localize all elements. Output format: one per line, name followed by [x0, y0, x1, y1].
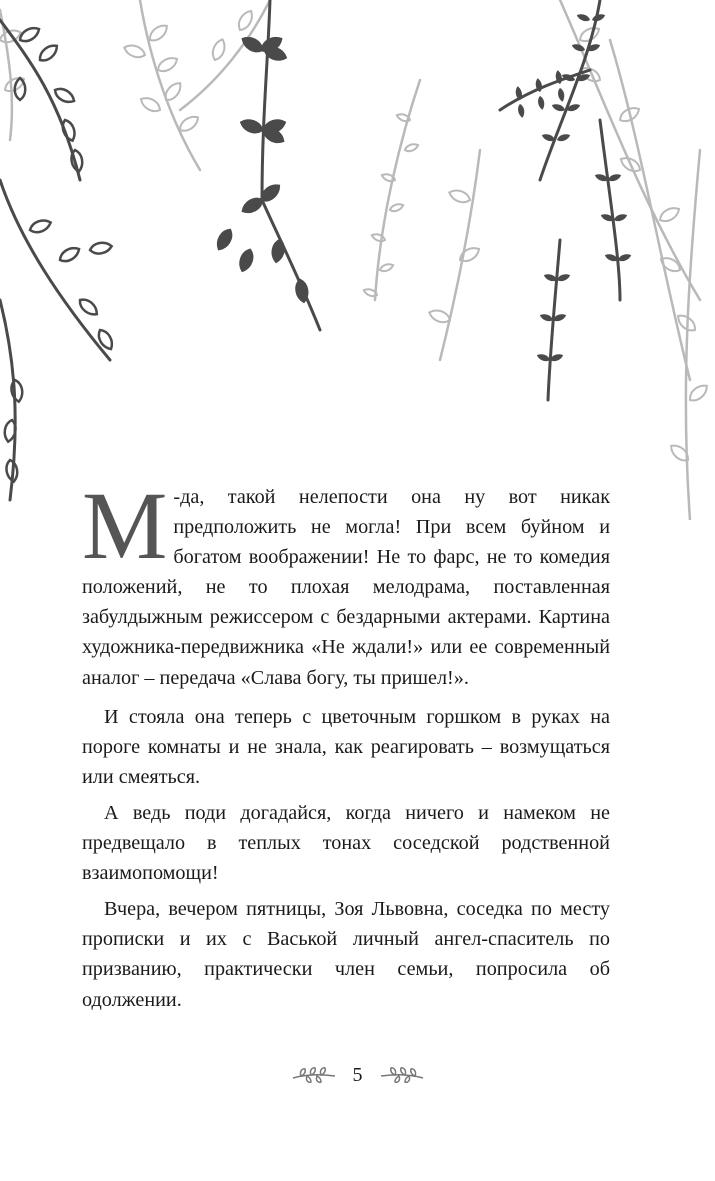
leaf-branch-decoration: [0, 0, 715, 520]
page-footer: [0, 1060, 715, 1090]
drop-cap: М: [82, 472, 168, 579]
sprig-ornament-right: [377, 1066, 427, 1084]
paragraph-3: А ведь поди догадайся, когда ничего и намеком не предвещало в теплых тонах соседской родственной взаимопомощи!: [82, 801, 610, 885]
paragraph-1-text: -да, такой нелепости она ну вот никак предположить не могла! При всем буйном и богатом воображении! Не то фарс, не то комедия положений, не то плохая мелодрама, поставленная забулдыжным режиссером с бездарными актерами. Картина художника-передвижника «Не ждали!» или ее современный аналог – передача «Слава богу, ты пришел!».: [82, 486, 610, 689]
paragraph-4: Вчера, вечером пятницы, Зоя Львовна, соседка по месту прописки и их с Васькой личный ангел-спаситель по призванию, практически член семьи, попросила об одолжении.: [82, 898, 610, 1011]
chapter-text: [82, 472, 610, 1015]
paragraph-1: [82, 472, 610, 693]
page-number: 5: [352, 1063, 363, 1086]
paragraph-2: И стояла она теперь с цветочным горшком в руках на пороге комнаты и не знала, как реагировать – возмущаться или смеяться.: [82, 705, 610, 788]
sprig-ornament-left: [289, 1066, 339, 1084]
